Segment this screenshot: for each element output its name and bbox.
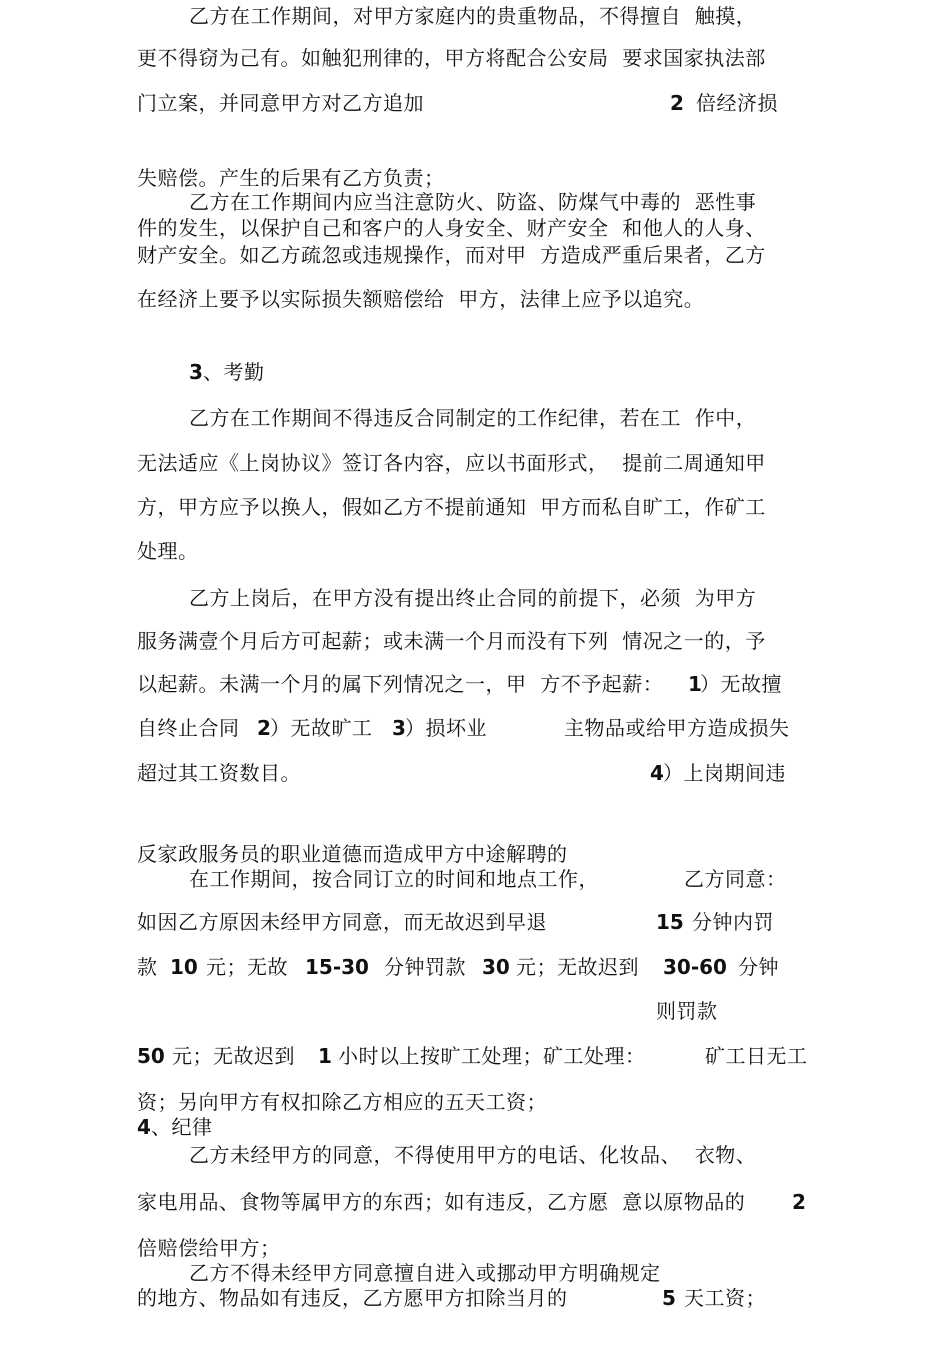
text-line: 乙方未经甲方的同意，不得使用甲方的电话、化妆品、 衣物、 bbox=[189, 1143, 757, 1167]
text-line: 处理。 bbox=[137, 539, 199, 563]
number: 1 bbox=[318, 1044, 332, 1068]
text-line: 乙方不得未经甲方同意擅自进入或挪动甲方明确规定 bbox=[189, 1261, 661, 1285]
number: 10 bbox=[170, 955, 198, 979]
number: 4 bbox=[650, 761, 664, 785]
section-heading: 、纪律 bbox=[151, 1115, 213, 1139]
text-line: 分钟 bbox=[738, 955, 779, 979]
text-line: 反家政服务员的职业道德而造成甲方中途解聘的 bbox=[137, 842, 568, 866]
text-line: 倍赔偿给甲方； bbox=[137, 1236, 281, 1260]
text-line: 倍经济损 bbox=[696, 91, 778, 115]
text-line: 乙方在工作期间不得违反合同制定的工作纪律，若在工 作中， bbox=[189, 406, 757, 430]
number: 2 bbox=[257, 716, 271, 740]
text-line: 方，甲方应予以换人，假如乙方不提前通知 甲方而私自旷工，作矿工 bbox=[137, 495, 766, 519]
text-line: 家电用品、食物等属甲方的东西；如有违反，乙方愿 意以原物品的 bbox=[137, 1190, 746, 1214]
text-line: 的地方、物品如有违反，乙方愿甲方扣除当月的 bbox=[137, 1286, 568, 1310]
text-line: 乙方上岗后，在甲方没有提出终止合同的前提下，必须 为甲方 bbox=[189, 586, 757, 610]
text-line: 分钟罚款 bbox=[384, 955, 466, 979]
text-line: 件的发生，以保护自己和客户的人身安全、财产安全 和他人的人身、 bbox=[137, 216, 766, 240]
text-line: 服务满壹个月后方可起薪；或未满一个月而没有下列 情况之一的，予 bbox=[137, 629, 766, 653]
text-line: 财产安全。如乙方疏忽或违规操作，而对甲 方造成严重后果者，乙方 bbox=[137, 243, 766, 267]
text-line: 元；无故迟到 bbox=[516, 955, 639, 979]
text-line: 乙方同意： bbox=[684, 867, 787, 891]
number: 2 bbox=[670, 91, 684, 115]
text-line: ）无故旷工 bbox=[270, 716, 373, 740]
text-line: 资；另向甲方有权扣除乙方相应的五天工资； bbox=[137, 1090, 547, 1114]
text-line: ）上岗期间违 bbox=[663, 761, 786, 785]
text-line: 主物品或给甲方造成损失 bbox=[564, 716, 790, 740]
section-number: 4 bbox=[137, 1115, 151, 1139]
text-line: ）损坏业 bbox=[405, 716, 487, 740]
text-line: 则罚款 bbox=[656, 999, 718, 1023]
section-heading: 、考勤 bbox=[203, 360, 265, 384]
text-line: ）无故擅 bbox=[700, 672, 782, 696]
number: 50 bbox=[137, 1044, 165, 1068]
text-line: 以起薪。未满一个月的属下列情况之一，甲 方不予起薪： bbox=[137, 672, 664, 696]
text-line: 乙方在工作期间内应当注意防火、防盗、防煤气中毒的 恶性事 bbox=[189, 190, 757, 214]
text-line: 更不得窃为己有。如触犯刑律的，甲方将配合公安局 要求国家执法部 bbox=[137, 46, 766, 70]
text-line: 元；无故 bbox=[206, 955, 288, 979]
text-line: 无法适应《上岗协议》签订各内容，应以书面形式， 提前二周通知甲 bbox=[137, 451, 766, 475]
number: 30-60 bbox=[663, 955, 727, 979]
text-line: 在工作期间，按合同订立的时间和地点工作， bbox=[189, 867, 599, 891]
number: 30 bbox=[482, 955, 510, 979]
text-line: 自终止合同 bbox=[137, 716, 240, 740]
section-number: 3 bbox=[189, 360, 203, 384]
text-line: 失赔偿。产生的后果有乙方负责； bbox=[137, 166, 445, 190]
text-line: 门立案，并同意甲方对乙方追加 bbox=[137, 91, 424, 115]
number: 2 bbox=[792, 1190, 806, 1214]
number: 1 bbox=[688, 672, 702, 696]
text-line: 在经济上要予以实际损失额赔偿给 甲方，法律上应予以追究。 bbox=[137, 287, 705, 311]
text-line: 元；无故迟到 bbox=[172, 1044, 295, 1068]
text-line: 乙方在工作期间，对甲方家庭内的贵重物品，不得擅自 触摸， bbox=[189, 4, 757, 28]
text-line: 款 bbox=[137, 955, 158, 979]
text-line: 天工资； bbox=[684, 1286, 766, 1310]
number: 5 bbox=[662, 1286, 676, 1310]
number: 3 bbox=[392, 716, 406, 740]
text-line: 分钟内罚 bbox=[692, 910, 774, 934]
number: 15-30 bbox=[305, 955, 369, 979]
text-line: 如因乙方原因未经甲方同意，而无故迟到早退 bbox=[137, 910, 547, 934]
number: 15 bbox=[656, 910, 684, 934]
text-line: 矿工日无工 bbox=[705, 1044, 808, 1068]
text-line: 超过其工资数目。 bbox=[137, 761, 301, 785]
text-line: 小时以上按旷工处理；矿工处理： bbox=[338, 1044, 646, 1068]
